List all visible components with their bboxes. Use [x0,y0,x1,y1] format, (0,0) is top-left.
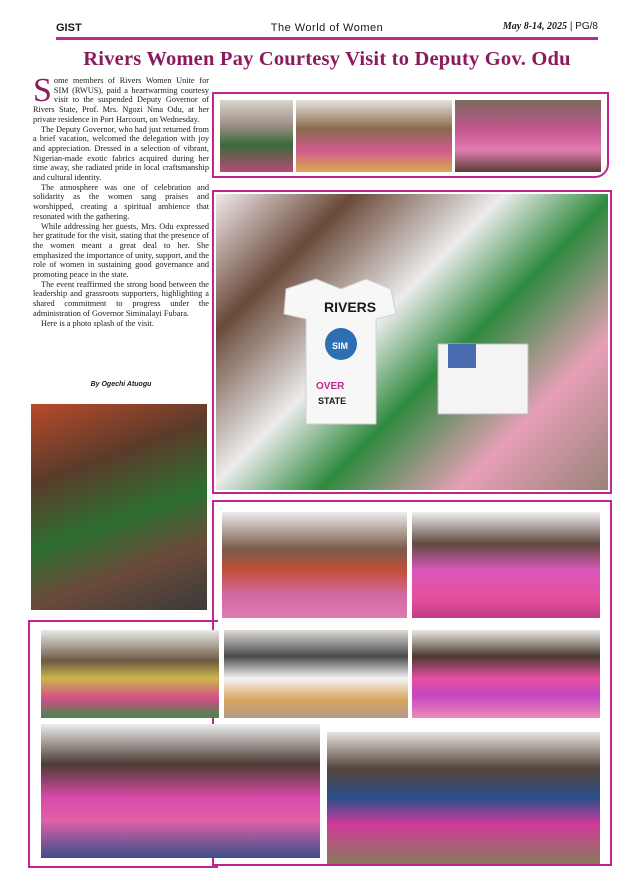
photo-women-standing [41,724,320,858]
photo-women-seated [327,732,600,864]
photo-speaker [224,630,408,718]
byline: By Ogechi Atuogu [90,381,152,388]
photo-women-smiling [412,512,600,618]
article-body [33,72,209,328]
photo-worship-hands [222,512,407,618]
article-paragraph: Some members of Rivers Women Unite for SIM (RWUS), paid a heartwarming courtesy visit to the suspended Deputy Governor of Rivers State, Prof. Mrs. Ngozi Nma Odu, at her private residence in Port Harcourt, on Wednesday. [33,72,209,124]
photo-group-table [296,100,452,172]
photo-three-women-portrait [31,404,207,610]
svg-text:SIM: SIM [332,341,349,351]
svg-text:STATE: STATE [318,396,347,406]
article-paragraph: The event reaffirmed the strong bond between the leadership and grassroots supporters, highlighting a shared commitment to progress under the administration of Governor Siminalayi Fubara. [33,279,209,318]
article-paragraph: While addressing her guests, Mrs. Odu expressed her gratitude for the visit, stating that the presence of the women meant a great deal to her. She emphasized the importance of unity, support, and the role of women in sustaining good governance and promoting peace in the state. [33,221,209,280]
photo-group-women [455,100,601,172]
photo-group-colorful [41,630,219,718]
photo-strip-frame [212,92,609,178]
page-number: | PG/8 [569,21,598,32]
photo-women-pink [412,630,600,718]
svg-text:OVER: OVER [316,381,345,392]
main-photo-frame [212,190,612,494]
section-label: GIST [56,22,82,34]
article-paragraph: Here is a photo splash of the visit. [41,318,154,328]
header-rule [56,37,598,40]
gift-box [438,344,528,414]
issue-date: May 8-14, 2025 [502,21,568,32]
issue-date-page [503,21,598,32]
tshirt-illustration [216,194,608,490]
photo-tshirt-presentation [216,194,608,490]
running-header [56,20,598,38]
drop-cap: S [33,72,52,109]
svg-text:RIVERS: RIVERS [324,299,377,315]
headline: Rivers Women Pay Courtesy Visit to Deputy Gov. Odu [83,48,571,70]
photo-group-arrival [220,100,293,172]
article-paragraph: The atmosphere was one of celebration and solidarity as the women sang praises and worshipped, creating a spiritual ambience that resonated with the gathering. [33,182,209,221]
tshirt-shape [284,279,396,424]
article-paragraph: The Deputy Governor, who had just returned from a brief vacation, welcomed the delegation with joy and appreciation. Dressed in a selection of vibrant, Nigerian-made exotic fabrics acquired during her time away, she radiated pride in local craftsmanship and cultural identity. [33,124,209,183]
masthead: The World of Women [270,22,384,34]
